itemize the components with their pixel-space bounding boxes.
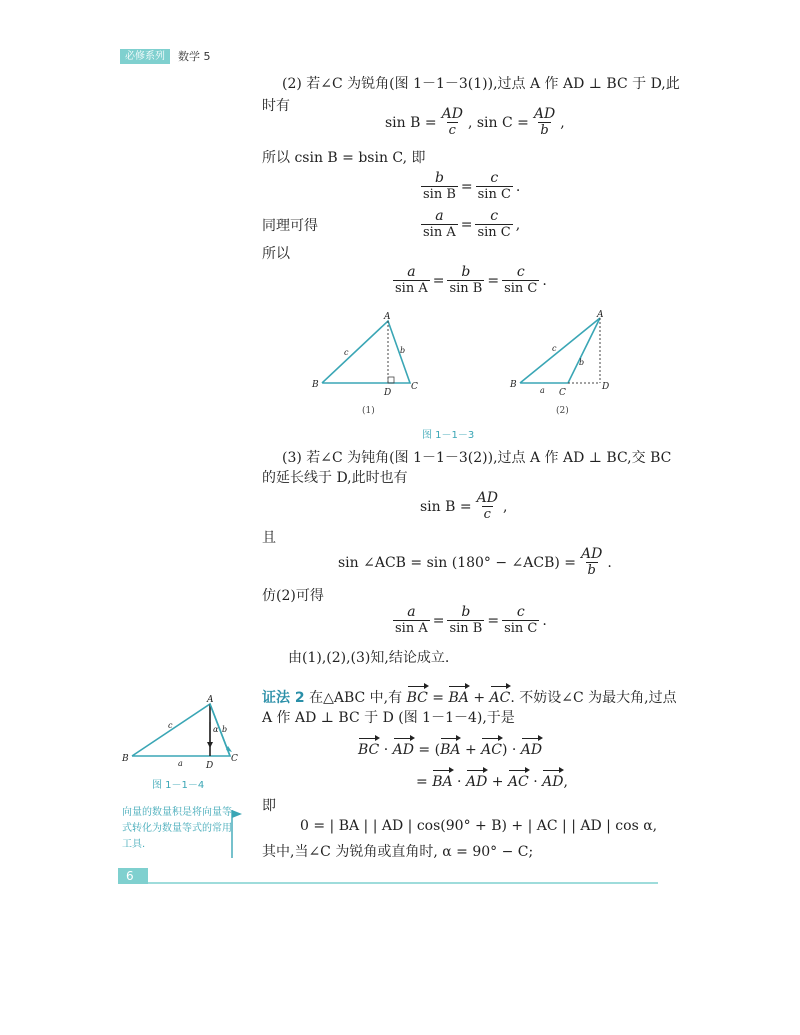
eq2-fraction-2: $\frac{c}{\text{sin C}}$ (477, 170, 511, 202)
fig4-label-a: a (178, 759, 183, 768)
equation-5: sin B = $\frac{AD}{c}$ , (420, 490, 508, 522)
fig2-label-b: b (579, 358, 585, 367)
triangle-obtuse (520, 318, 600, 383)
eq3-fraction-1: $\frac{a}{\text{sin A}}$ (423, 208, 456, 240)
eq1-left: sin B = (385, 114, 437, 131)
eq4-fraction-2: $\frac{b}{\text{sin B}}$ (449, 264, 483, 296)
equation-4: $\frac{a}{\text{sin A}}$ = $\frac{b}{\text{sin B}}$ = $\frac{c}{\text{sin C}}$ . (395, 264, 547, 296)
paragraph-3-line2: 的延长线于 D,此时也有 (262, 470, 408, 486)
fig4-label-B: B (122, 754, 129, 764)
line-and: 且 (262, 530, 276, 546)
paragraph-3-line1: (3) 若∠C 为钝角(图 1－1－3(2)),过点 A 作 AD ⊥ BC,交 BC (282, 450, 672, 466)
proof2-line1: 证法 2 在△ABC 中,有 BC = BA + AC. 不妨设∠C 为最大角,过点 (262, 690, 677, 706)
paragraph-2-line2: 时有 (262, 98, 290, 114)
equation-8: BC · AD = (BA + AC) · AD (358, 742, 543, 758)
proof2-line2: A 作 AD ⊥ BC 于 D (图 1－1－4),于是 (262, 710, 515, 726)
fig2-label-a: a (540, 386, 545, 395)
fig1-sub-caption: (1) (362, 406, 375, 416)
flag-icon (228, 808, 244, 860)
equation-1 (385, 106, 565, 139)
eq6-fraction: $\frac{AD}{b}$ (581, 546, 603, 578)
fig4-label-D: D (206, 761, 214, 771)
equation-2: $\frac{b}{\text{sin B}}$ = $\frac{c}{\text{sin C}}$ . (423, 170, 521, 202)
fig2-label-A: A (597, 310, 604, 320)
footer-bar (118, 868, 658, 886)
equation-3: $\frac{a}{\text{sin A}}$ = $\frac{c}{\text{sin C}}$ , (423, 208, 521, 240)
fig1-label-b: b (400, 346, 406, 355)
fig2-label-B: B (510, 380, 517, 390)
series-tag: 必修系列 (120, 49, 170, 64)
eq7-fraction-3: $\frac{c}{\text{sin C}}$ (504, 604, 538, 636)
equation-9: = BA · AD + AC · AD, (416, 774, 568, 790)
equation-10: 0 = | BA | | AD | cos(90° + B) + | AC | | AD | cos α, (300, 818, 658, 834)
eq4-fraction-3: $\frac{c}{\text{sin C}}$ (504, 264, 538, 296)
paragraph-2-line1: (2) 若∠C 为锐角(图 1－1－3(1)),过点 A 作 AD ⊥ BC 于 D,此 (282, 76, 680, 92)
line-same: 同理可得 (262, 218, 318, 234)
eq7-fraction-1: $\frac{a}{\text{sin A}}$ (395, 604, 428, 636)
eq3-fraction-2: $\frac{c}{\text{sin C}}$ (477, 208, 511, 240)
fig2-label-C: C (559, 388, 566, 398)
figure-1-1-3 (300, 305, 640, 435)
figure-1-1-4-caption: 图 1－1－4 (152, 780, 205, 791)
eq1-fraction-1: $\frac{AD}{c}$ (441, 106, 463, 138)
figure-1-1-4 (118, 692, 248, 782)
fig1-label-c: c (344, 348, 349, 357)
proof2-label: 证法 2 (262, 690, 305, 706)
eq5-fraction: $\frac{AD}{c}$ (476, 490, 498, 522)
line-imitate: 仿(2)可得 (262, 588, 324, 604)
fig2-sub-caption: (2) (556, 406, 569, 416)
eq1-fraction-2: $\frac{AD}{b}$ (533, 106, 556, 138)
fig4-label-C: C (231, 754, 238, 764)
fig2-label-c: c (552, 344, 557, 353)
eq1-mid: , sin C = (467, 114, 529, 131)
eq2-fraction-1: $\frac{b}{\text{sin B}}$ (423, 170, 456, 202)
equation-6: sin ∠ACB = sin (180° − ∠ACB) = $\frac{AD}{b}$ . (338, 546, 612, 578)
fig4-label-A: A (207, 695, 214, 705)
side-note: 向量的数量积是将向量等式转化为数量等式的常用工具. (122, 807, 232, 850)
line-so: 所以 csin B = bsin C, 即 (262, 150, 426, 166)
equation-7: $\frac{a}{\text{sin A}}$ = $\frac{b}{\text{sin B}}$ = $\frac{c}{\text{sin C}}$ . (395, 604, 547, 636)
fig4-label-b: b (222, 725, 228, 734)
eq7-fraction-2: $\frac{b}{\text{sin B}}$ (449, 604, 483, 636)
line-namely: 即 (262, 798, 276, 814)
figure-1-1-3-caption: 图 1－1－3 (422, 430, 475, 441)
book-title: 数学 5 (178, 50, 211, 63)
eq1-end: , (560, 114, 565, 131)
fig1-label-C: C (411, 382, 418, 392)
fig1-label-D: D (384, 388, 392, 398)
fig1-label-B: B (312, 380, 319, 390)
fig4-label-alpha: α (213, 725, 219, 734)
fig2-label-D: D (602, 382, 610, 392)
conclusion-line: 由(1),(2),(3)知,结论成立. (288, 650, 450, 666)
line-therefore: 所以 (262, 246, 290, 262)
eq4-fraction-1: $\frac{a}{\text{sin A}}$ (395, 264, 428, 296)
fig4-label-c: c (168, 721, 173, 730)
page-number: 6 (126, 869, 134, 883)
fig1-label-A: A (384, 312, 391, 322)
line-where: 其中,当∠C 为锐角或直角时, α = 90° − C; (262, 844, 534, 860)
triangle-acute (322, 321, 410, 383)
